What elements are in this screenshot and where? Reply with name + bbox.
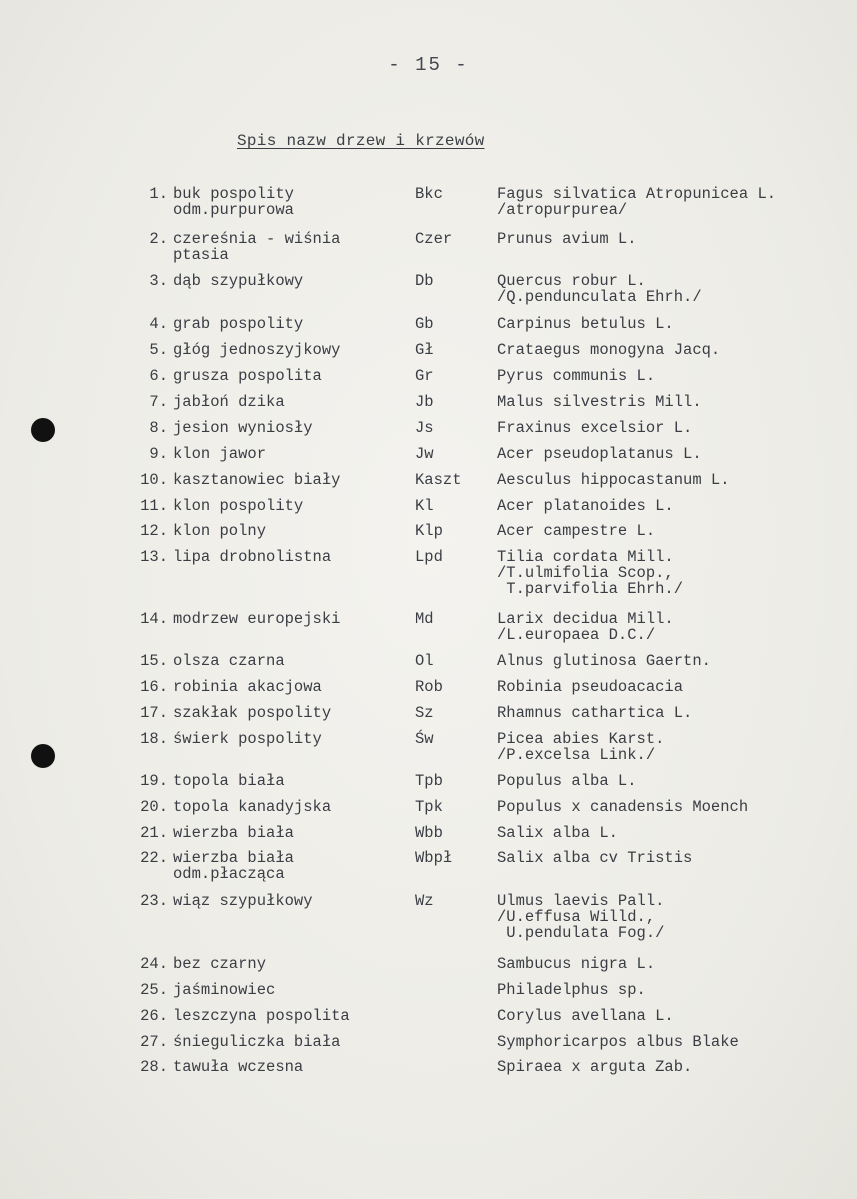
polish-name	[173, 956, 403, 972]
polish-name-line: jaśminowiec	[173, 981, 276, 999]
polish-name	[173, 342, 403, 358]
abbreviation: Św	[415, 730, 434, 748]
latin-name	[497, 825, 847, 841]
polish-name-line: śnieguliczka biała	[173, 1033, 341, 1051]
entry-number: 15.	[140, 652, 168, 670]
entry-number: 1.	[149, 185, 168, 203]
abbreviation: Kl	[415, 497, 434, 515]
latin-name-line: Prunus avium L.	[497, 230, 637, 248]
entry-number: 21.	[140, 824, 168, 842]
latin-name-line: Fagus silvatica Atropunicea L.	[497, 185, 777, 203]
entry-number: 20.	[140, 798, 168, 816]
polish-name-line: jesion wyniosły	[173, 419, 313, 437]
latin-name-line: Carpinus betulus L.	[497, 315, 674, 333]
abbreviation: Sz	[415, 704, 434, 722]
latin-name	[497, 653, 847, 669]
abbreviation: Rob	[415, 678, 443, 696]
entry-number: 25.	[140, 981, 168, 999]
latin-name-line: U.pendulata Fog./	[497, 924, 665, 942]
latin-name-line: Philadelphus sp.	[497, 981, 646, 999]
polish-name-line: buk pospolity	[173, 185, 294, 203]
entry-number: 7.	[149, 393, 168, 411]
polish-name-line: głóg jednoszyjkowy	[173, 341, 341, 359]
polish-name-line: odm.purpurowa	[173, 201, 294, 219]
polish-name	[173, 186, 403, 218]
polish-name	[173, 982, 403, 998]
polish-name	[173, 705, 403, 721]
polish-name	[173, 316, 403, 332]
entry-number: 12.	[140, 522, 168, 540]
polish-name-line: topola kanadyjska	[173, 798, 332, 816]
latin-name-line: /Q.pendunculata Ehrh./	[497, 288, 702, 306]
polish-name	[173, 446, 403, 462]
latin-name-line: Spiraea x arguta Zab.	[497, 1058, 693, 1076]
latin-name	[497, 893, 847, 941]
polish-name-line: grusza pospolita	[173, 367, 322, 385]
entry-number: 27.	[140, 1033, 168, 1051]
polish-name-line: modrzew europejski	[173, 610, 341, 628]
polish-name	[173, 1034, 403, 1050]
polish-name	[173, 523, 403, 539]
latin-name-line: Sambucus nigra L.	[497, 955, 656, 973]
latin-name	[497, 549, 847, 597]
abbreviation: Czer	[415, 230, 453, 248]
polish-name	[173, 773, 403, 789]
polish-name-line: topola biała	[173, 772, 285, 790]
latin-name	[497, 273, 847, 305]
latin-name-line: Populus x canadensis Moench	[497, 798, 749, 816]
latin-name	[497, 316, 847, 332]
entry-number: 3.	[149, 272, 168, 290]
polish-name-line: czereśnia - wiśnia	[173, 230, 341, 248]
latin-name	[497, 394, 847, 410]
abbreviation: Wbb	[415, 824, 443, 842]
polish-name	[173, 679, 403, 695]
latin-name	[497, 368, 847, 384]
polish-name-line: szakłak pospolity	[173, 704, 332, 722]
document-title: Spis nazw drzew i krzewów	[237, 132, 485, 150]
abbreviation: Kaszt	[415, 471, 462, 489]
polish-name	[173, 825, 403, 841]
polish-name	[173, 653, 403, 669]
abbreviation: Lpd	[415, 548, 443, 566]
entry-number: 5.	[149, 341, 168, 359]
entry-number: 8.	[149, 419, 168, 437]
latin-name-line: Symphoricarpos albus Blake	[497, 1033, 739, 1051]
latin-name	[497, 523, 847, 539]
latin-name	[497, 799, 847, 815]
entry-number: 26.	[140, 1007, 168, 1025]
page-number: - 15 -	[388, 54, 469, 76]
latin-name-line: Salix alba L.	[497, 824, 618, 842]
polish-name	[173, 850, 403, 882]
polish-name-line: bez czarny	[173, 955, 267, 973]
polish-name-line: leszczyna pospolita	[173, 1007, 350, 1025]
latin-name	[497, 498, 847, 514]
polish-name-line: wiąz szypułkowy	[173, 892, 313, 910]
latin-name	[497, 850, 847, 866]
entry-number: 11.	[140, 497, 168, 515]
latin-name	[497, 956, 847, 972]
latin-name	[497, 982, 847, 998]
polish-name	[173, 472, 403, 488]
polish-name-line: jabłoń dzika	[173, 393, 285, 411]
latin-name-line: Populus alba L.	[497, 772, 637, 790]
latin-name	[497, 731, 847, 763]
abbreviation: Db	[415, 272, 434, 290]
polish-name-line: tawuła wczesna	[173, 1058, 304, 1076]
polish-name-line: grab pospolity	[173, 315, 304, 333]
polish-name	[173, 1059, 403, 1075]
latin-name-line: Rhamnus cathartica L.	[497, 704, 693, 722]
latin-name	[497, 611, 847, 643]
polish-name	[173, 893, 403, 909]
abbreviation: Wz	[415, 892, 434, 910]
latin-name	[497, 472, 847, 488]
polish-name-line: wierzba biała	[173, 849, 294, 867]
latin-name-line: /P.excelsa Link./	[497, 746, 656, 764]
latin-name-line: Quercus robur L.	[497, 272, 646, 290]
abbreviation: Jw	[415, 445, 434, 463]
entry-number: 2.	[149, 230, 168, 248]
entry-number: 24.	[140, 955, 168, 973]
latin-name-line: Pyrus communis L.	[497, 367, 656, 385]
latin-name	[497, 446, 847, 462]
latin-name	[497, 1059, 847, 1075]
latin-name-line: Acer platanoides L.	[497, 497, 674, 515]
abbreviation: Gb	[415, 315, 434, 333]
polish-name-line: dąb szypułkowy	[173, 272, 304, 290]
abbreviation: Ol	[415, 652, 434, 670]
latin-name	[497, 705, 847, 721]
polish-name-line: ptasia	[173, 246, 229, 264]
latin-name-line: /T.ulmifolia Scop.,	[497, 564, 674, 582]
latin-name	[497, 679, 847, 695]
entry-number: 4.	[149, 315, 168, 333]
latin-name	[497, 1008, 847, 1024]
polish-name-line: świerk pospolity	[173, 730, 322, 748]
latin-name-line: /U.effusa Willd.,	[497, 908, 656, 926]
latin-name	[497, 231, 847, 247]
entry-number: 28.	[140, 1058, 168, 1076]
polish-name-line: klon polny	[173, 522, 267, 540]
polish-name	[173, 231, 403, 263]
entry-number: 10.	[140, 471, 168, 489]
latin-name-line: Tilia cordata Mill.	[497, 548, 674, 566]
entry-number: 6.	[149, 367, 168, 385]
latin-name	[497, 1034, 847, 1050]
entry-number: 18.	[140, 730, 168, 748]
polish-name-line: klon pospolity	[173, 497, 304, 515]
abbreviation: Md	[415, 610, 434, 628]
abbreviation: Tpb	[415, 772, 443, 790]
polish-name	[173, 799, 403, 815]
abbreviation: Gł	[415, 341, 434, 359]
latin-name-line: Corylus avellana L.	[497, 1007, 674, 1025]
polish-name-line: klon jawor	[173, 445, 267, 463]
latin-name-line: Acer pseudoplatanus L.	[497, 445, 702, 463]
polish-name-line: odm.płacząca	[173, 865, 285, 883]
entry-number: 13.	[140, 548, 168, 566]
abbreviation: Bkc	[415, 185, 443, 203]
latin-name-line: T.parvifolia Ehrh./	[497, 580, 684, 598]
abbreviation: Gr	[415, 367, 434, 385]
latin-name-line: Malus silvestris Mill.	[497, 393, 702, 411]
polish-name	[173, 731, 403, 747]
abbreviation: Tpk	[415, 798, 443, 816]
latin-name-line: Alnus glutinosa Gaertn.	[497, 652, 711, 670]
latin-name	[497, 186, 847, 218]
polish-name	[173, 394, 403, 410]
abbreviation: Jb	[415, 393, 434, 411]
entry-number: 9.	[149, 445, 168, 463]
entry-number: 14.	[140, 610, 168, 628]
entry-number: 17.	[140, 704, 168, 722]
abbreviation: Wbpł	[415, 849, 453, 867]
latin-name-line: Larix decidua Mill.	[497, 610, 674, 628]
polish-name	[173, 273, 403, 289]
latin-name	[497, 420, 847, 436]
latin-name-line: /L.europaea D.C./	[497, 626, 656, 644]
polish-name-line: lipa drobnolistna	[173, 548, 332, 566]
latin-name-line: Fraxinus excelsior L.	[497, 419, 693, 437]
polish-name-line: wierzba biała	[173, 824, 294, 842]
polish-name	[173, 1008, 403, 1024]
latin-name	[497, 342, 847, 358]
latin-name-line: Acer campestre L.	[497, 522, 656, 540]
entry-number: 16.	[140, 678, 168, 696]
entry-number: 23.	[140, 892, 168, 910]
latin-name-line: Picea abies Karst.	[497, 730, 665, 748]
latin-name	[497, 773, 847, 789]
latin-name-line: /atropurpurea/	[497, 201, 628, 219]
entry-number: 19.	[140, 772, 168, 790]
polish-name-line: kasztanowiec biały	[173, 471, 341, 489]
latin-name-line: Salix alba cv Tristis	[497, 849, 693, 867]
latin-name-line: Aesculus hippocastanum L.	[497, 471, 730, 489]
latin-name-line: Robinia pseudoacacia	[497, 678, 684, 696]
latin-name-line: Ulmus laevis Pall.	[497, 892, 665, 910]
abbreviation: Klp	[415, 522, 443, 540]
polish-name-line: olsza czarna	[173, 652, 285, 670]
entry-number: 22.	[140, 849, 168, 867]
latin-name-line: Crataegus monogyna Jacq.	[497, 341, 721, 359]
polish-name	[173, 549, 403, 565]
polish-name	[173, 420, 403, 436]
abbreviation: Js	[415, 419, 434, 437]
polish-name-line: robinia akacjowa	[173, 678, 322, 696]
polish-name	[173, 498, 403, 514]
polish-name	[173, 368, 403, 384]
polish-name	[173, 611, 403, 627]
